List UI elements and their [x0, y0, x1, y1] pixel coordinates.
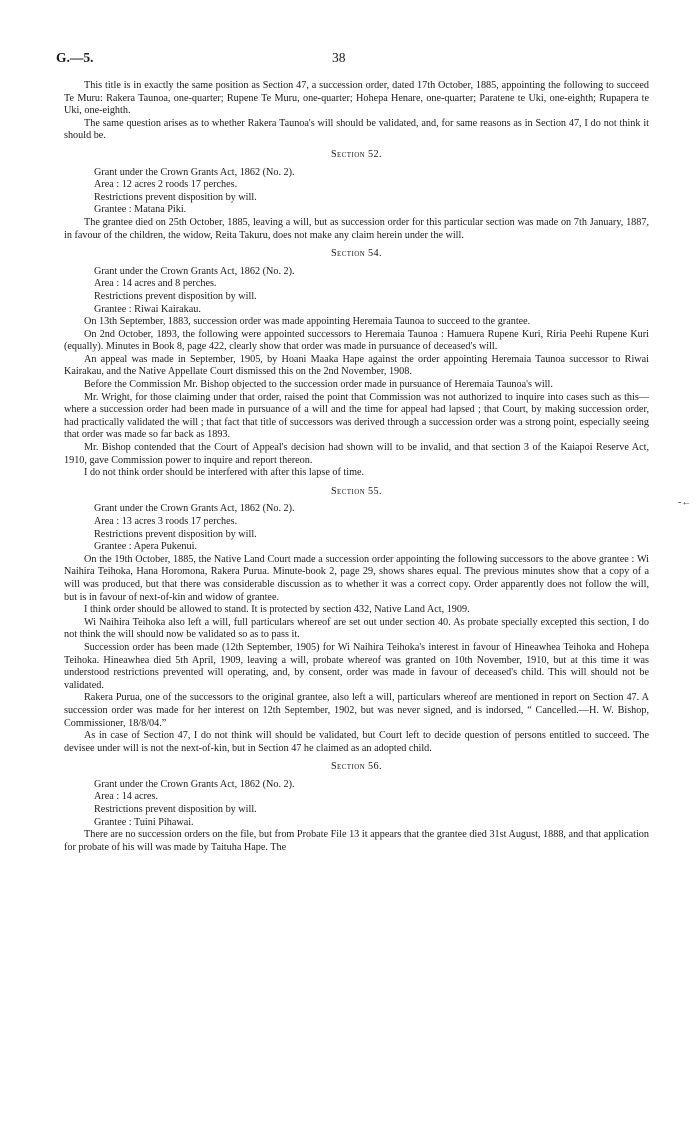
grantee-line: Grantee : Matana Piki.	[94, 204, 187, 216]
section-55	[64, 486, 649, 755]
area-line: Area : 14 acres and 8 perches.	[94, 278, 217, 290]
section-56	[64, 761, 649, 854]
restrictions-line: Restrictions prevent disposition by will.	[94, 528, 257, 540]
grantee-line: Grantee : Riwai Kairakau.	[94, 303, 201, 315]
body-paragraph: An appeal was made in September, 1905, by Hoani Maaka Hape against the order appointing Heremaia Taunoa successor to Riwai Kairakau, and the Native Appellate Court dismissed this on the 2nd November, 1908.	[64, 353, 649, 378]
grant-line: Grant under the Crown Grants Act, 1862 (No. 2).	[94, 503, 295, 515]
body-paragraph: I think order should be allowed to stand. It is protected by section 432, Native Land Act, 1909.	[84, 604, 470, 616]
body-paragraph: Before the Commission Mr. Bishop objected to the succession order made in pursuance of Heremaia Taunoa's will.	[84, 379, 553, 391]
grant-line: Grant under the Crown Grants Act, 1862 (No. 2).	[94, 166, 295, 178]
document-code: G.—5.	[56, 50, 94, 65]
margin-arrow-mark: -←	[678, 497, 692, 508]
grant-line: Grant under the Crown Grants Act, 1862 (No. 2).	[94, 778, 295, 790]
area-line: Area : 14 acres.	[94, 791, 158, 803]
grant-line: Grant under the Crown Grants Act, 1862 (No. 2).	[94, 265, 295, 277]
section-52	[64, 149, 649, 242]
body-paragraph: On 2nd October, 1893, the following were appointed successors to Heremaia Taunoa : Hamuera Rupene Kuri, Riria Peehi Rupene Kuri (equally). Minutes in Book 8, page 422, clearly show that order was made in pursuance of deceased's will.	[64, 328, 649, 353]
grantee-line: Grantee : Tuini Pihawai.	[94, 816, 194, 828]
restrictions-line: Restrictions prevent disposition by will.	[94, 290, 257, 302]
body-paragraph: I do not think order should be interfered with after this lapse of time.	[84, 467, 365, 479]
section-heading: Section 54.	[330, 248, 382, 260]
body-paragraph: On 13th September, 1883, succession order was made appointing Heremaia Taunoa to succeed to the grantee.	[84, 316, 531, 328]
section-54	[64, 248, 649, 480]
document-page	[56, 50, 649, 854]
body-paragraph: Mr. Wright, for those claiming under that order, raised the point that Commission was not authorized to inquire into cases such as this—where a succession order had been made in pursuance of a will and the time for appeal had lapsed ; that Court, by making succession order, had practically validated the will ; that fact that title of successors was derived through a succession order was a strong point, especially seeing that order was made so far back as 1893.	[64, 391, 649, 441]
section-heading: Section 52.	[330, 148, 382, 160]
body-paragraph: As in case of Section 47, I do not think will should be validated, but Court left to decide question of persons entitled to succeed. The devisee under will is not the next-of-kin, but in Section 47 he claimed as an adopted child.	[64, 730, 649, 754]
body-paragraph: On the 19th October, 1885, the Native Land Court made a succession order appointing the following successors to the above grantee : Wi Naihira Teihoka, Hana Horomona, Rakera Purua. Minute-book 2, page 29, shows shares equal. The previous minutes show that a copy of a will was produced, but that there was considerable discussion as to whether it was a correct copy. Order apparently does not follow the will, but is in favour of next-of-kin and widow of grantee.	[64, 553, 649, 603]
body-paragraph: Wi Naihira Teihoka also left a will, full particulars whereof are set out under section 40. As probate specially excepted this section, I do not think the will should now be validated so as to pass it.	[64, 616, 649, 641]
body-paragraph: Mr. Bishop contended that the Court of Appeal's decision had shown will to be invalid, and that section 3 of the Kaiapoi Reserve Act, 1910, gave Commission power to inquire and report thereon.	[64, 442, 649, 466]
section-heading: Section 56.	[330, 761, 382, 773]
grantee-line: Grantee : Apera Pukenui.	[94, 541, 197, 553]
area-line: Area : 13 acres 3 roods 17 perches.	[94, 516, 238, 527]
section-heading: Section 55.	[330, 485, 382, 497]
intro-paragraph: The same question arises as to whether Rakera Taunoa's will should be validated, and, for same reasons as in Section 47, I do not think it should be.	[64, 117, 649, 142]
area-line: Area : 12 acres 2 roods 17 perches.	[94, 179, 238, 191]
body-paragraph: Rakera Purua, one of the successors to the original grantee, also left a will, particulars whereof are mentioned in report on Section 47. A succession order was made for her interest on 12th September, 1902, but was never signed, and is indorsed, “ Cancelled.—H. W. Bishop, Commissioner, 18/8/04.”	[64, 692, 649, 729]
restrictions-line: Restrictions prevent disposition by will.	[94, 191, 257, 203]
page-number: 38	[332, 50, 346, 65]
body-paragraph: The grantee died on 25th October, 1885, leaving a will, but as succession order for this particular section was made on 7th January, 1887, in favour of the children, the widow, Reita Takuru, does not make any claim herein under the will.	[64, 216, 649, 241]
body-paragraph: There are no succession orders on the file, but from Probate File 13 it appears that the grantee died 31st August, 1888, and that application for probate of his will was made by Taituha Hape. The	[64, 829, 649, 853]
restrictions-line: Restrictions prevent disposition by will.	[94, 804, 257, 816]
body-paragraph: Succession order has been made (12th September, 1905) for Wi Naihira Teihoka's interest in favour of Hineawhea Teihoka and Hohepa Teihoka. Hineawhea died 5th April, 1909, leaving a will, probate whereof was granted on 10th November, 1910, but at this time it was understood restrictions prevented will operating, and, by consent, order was made in favour of deceased's child. This will should not be validated.	[64, 641, 649, 691]
intro-paragraph: This title is in exactly the same position as Section 47, a succession order, dated 17th October, 1885, appointing the following to succeed Te Muru: Rakera Taunoa, one-quarter; Rupene Te Muru, one-quarter; Hohepa Henare, one-quarter; Paratene te Uki, one-eighth; Rupapera te Uki, one-eighth.	[64, 80, 649, 117]
page-header	[56, 50, 649, 70]
